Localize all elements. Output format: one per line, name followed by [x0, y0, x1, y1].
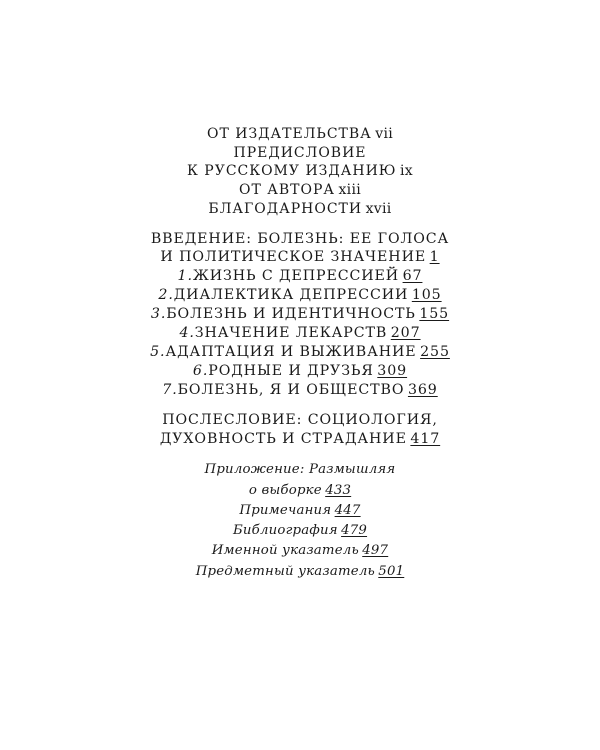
- toc-entry-chapter-4[interactable]: [0, 324, 600, 343]
- entry-title: К РУССКОМУ ИЗДАНИЮ: [187, 163, 397, 180]
- entry-title: Предметный указатель: [195, 563, 375, 579]
- entry-title: Именной указатель: [211, 543, 359, 559]
- toc-entry-chapter-3[interactable]: [0, 305, 600, 324]
- toc-entry-subject-index[interactable]: [0, 562, 600, 582]
- toc-entry-chapter-7[interactable]: [0, 381, 600, 400]
- entry-page: xiii: [338, 182, 362, 199]
- chapters-list: [0, 230, 600, 400]
- afterword-block: [0, 411, 600, 449]
- chapter-number: 3.: [150, 306, 167, 323]
- chapter-number: 7.: [162, 381, 178, 398]
- entry-title: АДАПТАЦИЯ И ВЫЖИВАНИЕ: [165, 343, 417, 360]
- toc-entry-author[interactable]: [0, 181, 600, 200]
- toc-entry-notes[interactable]: [0, 501, 600, 521]
- entry-page: 105: [411, 287, 442, 304]
- entry-title: БЛАГОДАРНОСТИ: [208, 200, 363, 217]
- entry-title: Примечания: [239, 502, 332, 518]
- entry-page: vii: [375, 126, 394, 142]
- toc-entry-chapter-6[interactable]: [0, 362, 600, 381]
- entry-page: 255: [420, 343, 450, 360]
- chapter-number: 1.: [177, 268, 193, 285]
- entry-title: РОДНЫЕ И ДРУЗЬЯ: [208, 362, 374, 379]
- entry-page: 497: [362, 543, 389, 559]
- toc-entry-preface[interactable]: [0, 144, 600, 163]
- toc-entry-acknowledgements[interactable]: [0, 200, 600, 219]
- chapter-number: 2.: [158, 287, 174, 304]
- entry-title-continued: о выборке: [248, 482, 322, 498]
- toc-entry-chapter-1[interactable]: [0, 267, 600, 286]
- entry-title: ПОСЛЕСЛОВИЕ: СОЦИОЛОГИЯ,: [162, 411, 438, 428]
- chapter-number: 6.: [192, 362, 209, 379]
- entry-page: 479: [341, 523, 368, 539]
- toc-entry-appendix[interactable]: [0, 460, 600, 500]
- toc-entry-bibliography[interactable]: [0, 521, 600, 541]
- toc-entry-introduction[interactable]: [0, 230, 600, 268]
- entry-page: 309: [377, 362, 408, 379]
- entry-page: ix: [400, 163, 413, 180]
- entry-title: БОЛЕЗНЬ И ИДЕНТИЧНОСТЬ: [166, 306, 416, 323]
- entry-page: xvii: [365, 200, 392, 217]
- entry-title: Библиография: [232, 523, 338, 539]
- chapter-number: 4.: [179, 325, 195, 342]
- toc-entry-afterword[interactable]: [0, 411, 600, 449]
- entry-title: ПРЕДИСЛОВИЕ: [233, 144, 367, 161]
- toc-entry-preface-russian[interactable]: [0, 162, 600, 181]
- toc-entry-name-index[interactable]: [0, 541, 600, 561]
- chapter-number: 5.: [150, 343, 166, 360]
- entry-title: Приложение: Размышляя: [204, 462, 396, 478]
- entry-page: 67: [402, 268, 423, 285]
- entry-title-continued: И ПОЛИТИЧЕСКОЕ ЗНАЧЕНИЕ: [160, 249, 427, 266]
- entry-page: 369: [407, 381, 438, 398]
- toc-entry-chapter-2[interactable]: [0, 286, 600, 305]
- toc-entry-chapter-5[interactable]: [0, 343, 600, 362]
- back-matter-list: [0, 460, 600, 581]
- entry-title: ОТ АВТОРА: [238, 182, 335, 199]
- entry-title: ВВЕДЕНИЕ: БОЛЕЗНЬ: ЕЕ ГОЛОСА: [150, 230, 450, 247]
- entry-page: 417: [410, 430, 441, 447]
- entry-title-continued: ДУХОВНОСТЬ И СТРАДАНИЕ: [159, 430, 407, 447]
- entry-title: ОТ ИЗДАТЕЛЬСТВА: [206, 126, 372, 142]
- entry-page: 207: [390, 325, 421, 342]
- front-matter-list: [0, 125, 600, 219]
- toc-entry-publisher[interactable]: [0, 125, 600, 144]
- entry-title: БОЛЕЗНЬ, Я И ОБЩЕСТВО: [177, 381, 405, 398]
- entry-page: 501: [378, 563, 405, 579]
- entry-title: ЗНАЧЕНИЕ ЛЕКАРСТВ: [194, 325, 388, 342]
- table-of-contents: [0, 125, 600, 582]
- entry-page: 1: [429, 249, 440, 266]
- entry-page: 433: [325, 482, 352, 498]
- entry-title: ЖИЗНЬ С ДЕПРЕССИЕЙ: [192, 268, 400, 285]
- entry-title: ДИАЛЕКТИКА ДЕПРЕССИИ: [173, 287, 409, 304]
- entry-page: 447: [334, 502, 361, 518]
- entry-page: 155: [419, 306, 450, 323]
